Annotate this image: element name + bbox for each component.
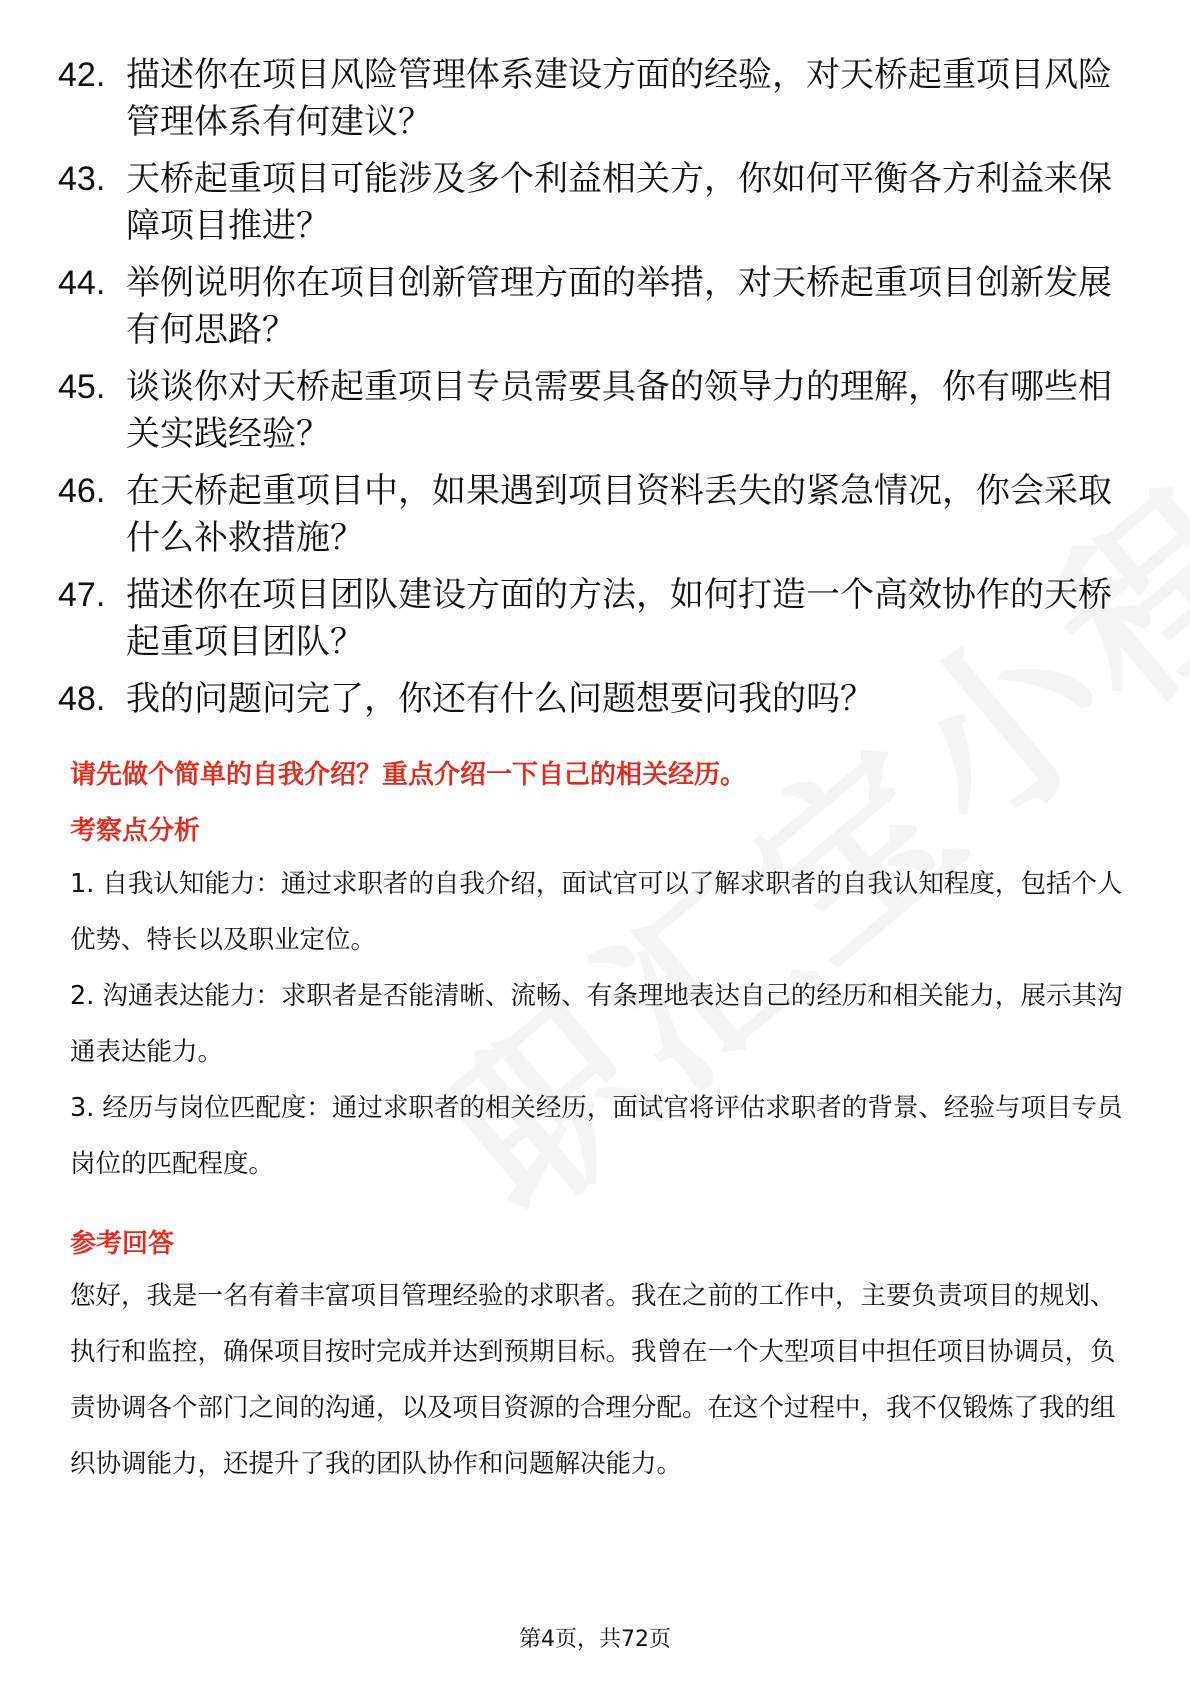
question-list	[58, 52, 1118, 733]
question-number: 43.	[58, 160, 106, 198]
answer-section	[70, 1268, 1132, 1492]
list-item	[58, 364, 1118, 458]
page-number: 第4页，共72页	[519, 1627, 671, 1652]
analysis-section	[70, 856, 1130, 1192]
question-number: 47.	[58, 576, 106, 614]
question-number: 45.	[58, 368, 106, 406]
question-text: 举例说明你在项目创新管理方面的举措，对天桥起重项目创新发展有何思路？	[126, 263, 1112, 350]
list-item	[58, 468, 1118, 562]
question-number: 44.	[58, 264, 106, 302]
answer-text: 您好，我是一名有着丰富项目管理经验的求职者。我在之前的工作中，主要负责项目的规划、执行和监控，确保项目按时完成并达到预期目标。我曾在一个大型项目中担任项目协调员，负责协调各个部门之间的沟通，以及项目资源的合理分配。在这个过程中，我不仅锻炼了我的组织协调能力，还提升了我的团队协作和问题解决能力。	[70, 1281, 1116, 1479]
question-number: 46.	[58, 472, 106, 510]
question-text: 描述你在项目团队建设方面的方法，如何打造一个高效协作的天桥起重项目团队？	[126, 575, 1112, 662]
question-text: 我的问题问完了，你还有什么问题想要问我的吗？	[126, 679, 874, 719]
question-text: 天桥起重项目可能涉及多个利益相关方，你如何平衡各方利益来保障项目推进？	[126, 159, 1112, 246]
question-text: 谈谈你对天桥起重项目专员需要具备的领导力的理解，你有哪些相关实践经验？	[126, 367, 1112, 454]
list-item	[58, 572, 1118, 666]
question-number: 48.	[58, 680, 106, 718]
list-item	[58, 676, 1118, 723]
list-item	[58, 156, 1118, 250]
question-number: 42.	[58, 56, 106, 94]
answer-heading: 参考回答	[70, 1229, 175, 1259]
list-item	[58, 260, 1118, 354]
question-text: 描述你在项目风险管理体系建设方面的经验，对天桥起重项目风险管理体系有何建议？	[126, 55, 1112, 142]
analysis-heading: 考察点分析	[70, 816, 201, 846]
question-text: 在天桥起重项目中，如果遇到项目资料丢失的紧急情况，你会采取什么补救措施？	[126, 471, 1112, 558]
list-item	[58, 52, 1118, 146]
analysis-point: 3. 经历与岗位匹配度：通过求职者的相关经历，面试官将评估求职者的背景、经验与项目专员岗位的匹配程度。	[70, 1093, 1123, 1179]
analysis-point: 2. 沟通表达能力：求职者是否能清晰、流畅、有条理地表达自己的经历和相关能力，展示其沟通表达能力。	[70, 981, 1123, 1067]
featured-question: 请先做个简单的自我介绍？重点介绍一下自己的相关经历。	[70, 760, 747, 790]
analysis-point: 1. 自我认知能力：通过求职者的自我介绍，面试官可以了解求职者的自我认知程度，包括个人优势、特长以及职业定位。	[70, 869, 1123, 955]
